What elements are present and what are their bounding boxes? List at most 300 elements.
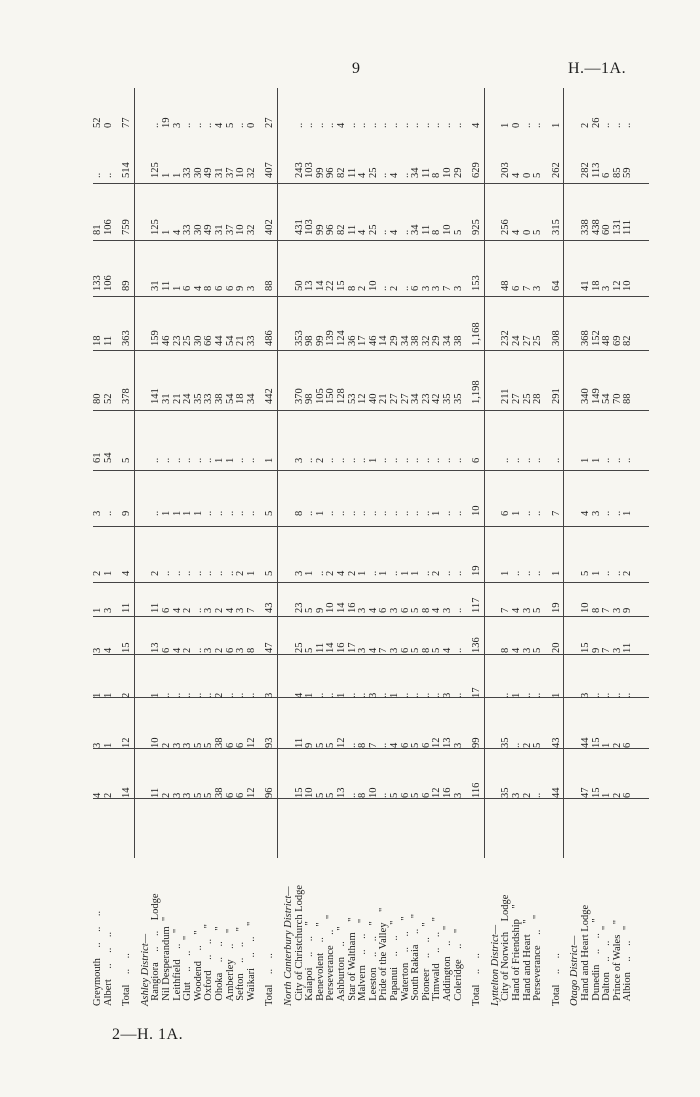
table-cell: .. <box>601 122 613 128</box>
table-cell: 4 <box>511 229 522 235</box>
district-heading: Lyttelton District— <box>489 924 501 1006</box>
table-cell: 12 <box>431 737 443 748</box>
table-cell: 6 <box>420 742 432 748</box>
table-cell: 407 <box>264 162 276 178</box>
table-cell: .. <box>399 285 411 291</box>
table-cell: 14 <box>325 642 337 653</box>
table-cell: .. <box>420 122 432 128</box>
table-cell: 8 <box>245 647 257 653</box>
table-cell: 368 <box>580 330 591 346</box>
table-cell: 1 <box>601 792 613 798</box>
table-cell: 41 <box>580 280 591 291</box>
page-number: 9 <box>352 60 360 77</box>
table-cell: 32 <box>245 167 257 178</box>
table-cell: 12 <box>357 393 369 404</box>
table-cell: 159 <box>150 330 162 346</box>
table-cell: 89 <box>121 280 133 291</box>
table-cell: 4 <box>580 510 591 516</box>
table-cell: 11 <box>346 167 358 178</box>
table-cell: .. <box>192 607 204 613</box>
table-cell: 2 <box>521 792 533 798</box>
table-cell: 10 <box>235 167 247 178</box>
table-cell: 29 <box>389 335 400 346</box>
table-cell: 3 <box>92 510 103 516</box>
table-cell: .. <box>452 570 464 576</box>
table-cell: 0 <box>521 172 533 178</box>
table-cell: 4 <box>511 607 522 613</box>
table-cell: .. <box>399 510 411 516</box>
table-cell: 9 <box>622 607 634 613</box>
table-cell: 149 <box>590 388 602 404</box>
table-cell: 2 <box>92 570 103 576</box>
total-rule <box>484 88 485 858</box>
table-cell: 48 <box>601 335 613 346</box>
table-cell: 15 <box>590 737 602 748</box>
column-rule <box>93 410 649 411</box>
table-cell: 4 <box>293 692 305 698</box>
table-cell: 7 <box>378 647 390 653</box>
table-cell: 88 <box>264 280 276 291</box>
lodge-label: Ohoka .. .. " <box>214 926 225 1006</box>
table-cell: 2 <box>611 742 623 748</box>
table-cell: 8 <box>431 229 443 235</box>
table-cell: 11 <box>622 642 634 653</box>
table-cell: 1 <box>304 692 316 698</box>
table-cell: 9 <box>304 742 316 748</box>
total-rule <box>277 88 278 858</box>
table-cell: 6 <box>500 510 512 516</box>
table-cell: .. <box>203 510 215 516</box>
table-cell: 3 <box>532 285 544 291</box>
table-cell: .. <box>378 172 390 178</box>
table-cell: 5 <box>532 742 544 748</box>
table-cell: 4 <box>224 607 236 613</box>
table-cell: .. <box>336 510 347 516</box>
table-cell: 3 <box>293 570 305 576</box>
column-rule <box>93 654 649 655</box>
lodge-label: Nil Desperandum " <box>161 916 172 1006</box>
table-cell: 125 <box>150 219 162 235</box>
table-cell: 25 <box>521 393 533 404</box>
table-cell: 15 <box>580 642 591 653</box>
table-cell: 16 <box>336 642 347 653</box>
table-cell: 1 <box>161 510 172 516</box>
table-cell: 93 <box>264 737 276 748</box>
table-cell: .. <box>293 122 305 128</box>
table-cell: 34 <box>410 224 422 235</box>
table-cell: 4 <box>471 122 483 128</box>
table-cell: 21 <box>171 393 183 404</box>
table-cell: 5 <box>304 607 316 613</box>
table-cell: 37 <box>224 167 236 178</box>
table-cell: 13 <box>336 787 347 798</box>
lodge-label: Dalton .. .. " <box>601 925 613 1006</box>
table-cell: 6 <box>161 607 172 613</box>
table-cell: .. <box>224 692 236 698</box>
table-cell: 9 <box>590 647 602 653</box>
table-cell: 6 <box>399 792 411 798</box>
table-cell: 1 <box>550 122 562 128</box>
table-cell: 7 <box>500 607 512 613</box>
table-cell: 36 <box>346 335 358 346</box>
table-cell: 3 <box>235 607 247 613</box>
table-cell: .. <box>171 692 183 698</box>
lodge-label: Pride of the Valley " <box>378 907 390 1006</box>
table-cell: .. <box>511 742 522 748</box>
table-cell: 44 <box>550 787 562 798</box>
table-cell: 3 <box>511 792 522 798</box>
table-cell: 431 <box>293 219 305 235</box>
table-cell: 6 <box>410 285 422 291</box>
table-cell: 3 <box>521 647 533 653</box>
table-cell: 14 <box>378 335 390 346</box>
table-cell: 10 <box>367 280 379 291</box>
lodge-label: City of Christchurch Lodge <box>293 884 305 1006</box>
table-cell: 77 <box>121 117 133 128</box>
table-cell: 5 <box>264 570 276 576</box>
table-cell: .. <box>601 692 613 698</box>
table-cell: 0 <box>511 122 522 128</box>
table-cell: 52 <box>92 117 103 128</box>
table-cell: 2 <box>102 792 114 798</box>
table-cell: 43 <box>264 602 276 613</box>
table-cell: .. <box>521 570 533 576</box>
table-cell: 31 <box>150 280 162 291</box>
table-cell: 5 <box>580 570 591 576</box>
table-cell: 32 <box>420 335 432 346</box>
table-cell: 15 <box>293 787 305 798</box>
table-cell: 1 <box>214 457 225 463</box>
table-cell: .. <box>314 692 326 698</box>
table-cell: 2 <box>357 285 369 291</box>
table-cell: .. <box>622 457 634 463</box>
table-cell: 2 <box>611 792 623 798</box>
table-cell: 6 <box>161 647 172 653</box>
table-cell: .. <box>357 122 369 128</box>
table-cell: 131 <box>611 219 623 235</box>
table-cell: 5 <box>410 647 422 653</box>
lodge-label: Albert .. .. .. <box>102 931 114 1006</box>
table-cell: 80 <box>92 393 103 404</box>
table-cell: 1 <box>304 570 316 576</box>
table-cell: .. <box>452 607 464 613</box>
table-cell: 5 <box>389 792 400 798</box>
table-cell: .. <box>532 510 544 516</box>
table-cell: 4 <box>431 607 443 613</box>
table-cell: 9 <box>314 607 326 613</box>
table-cell: 3 <box>102 607 114 613</box>
table-cell: 7 <box>601 607 613 613</box>
table-cell: 34 <box>442 335 453 346</box>
table-cell: .. <box>521 122 533 128</box>
table-cell: 11 <box>346 224 358 235</box>
table-cell: 8 <box>293 510 305 516</box>
table-cell: 2 <box>431 570 443 576</box>
table-cell: 5 <box>532 172 544 178</box>
table-cell: 8 <box>590 607 602 613</box>
table-cell: 5 <box>224 122 236 128</box>
table-cell: .. <box>203 692 215 698</box>
table-cell: .. <box>325 692 337 698</box>
table-cell: .. <box>601 510 613 516</box>
table-cell: 514 <box>121 162 133 178</box>
column-rule <box>93 183 649 184</box>
table-cell: .. <box>442 570 453 576</box>
table-cell: .. <box>235 510 247 516</box>
table-cell: 13 <box>442 737 453 748</box>
table-cell: 35 <box>452 393 464 404</box>
table-cell: 5 <box>410 792 422 798</box>
table-cell: .. <box>500 692 512 698</box>
table-cell: 61 <box>92 452 103 463</box>
table-cell: 0 <box>102 122 114 128</box>
table-cell: 243 <box>293 162 305 178</box>
table-cell: .. <box>314 122 326 128</box>
lodge-label: Benevolent .. " <box>314 922 326 1006</box>
table-cell: .. <box>399 457 411 463</box>
table-cell: 3 <box>601 285 613 291</box>
table-cell: 15 <box>590 787 602 798</box>
table-cell: 6 <box>420 792 432 798</box>
table-cell: 29 <box>452 167 464 178</box>
table-cell: .. <box>511 570 522 576</box>
table-cell: 7 <box>442 285 453 291</box>
table-cell: 6 <box>622 742 634 748</box>
table-cell: 24 <box>511 335 522 346</box>
table-cell: 4 <box>171 647 183 653</box>
table-cell: 139 <box>325 330 337 346</box>
lodge-label: Waterton .. .. " <box>399 916 411 1006</box>
column-rule <box>93 240 649 241</box>
table-cell: 340 <box>580 388 591 404</box>
table-cell: .. <box>442 122 453 128</box>
table-cell: 2 <box>161 742 172 748</box>
table-cell: .. <box>367 570 379 576</box>
table-cell: 11 <box>150 787 162 798</box>
table-cell: 99 <box>314 167 326 178</box>
table-cell: 125 <box>150 162 162 178</box>
table-cell: 81 <box>92 224 103 235</box>
table-cell: 6 <box>511 285 522 291</box>
table-cell: 2 <box>214 607 225 613</box>
table-cell: 14 <box>121 787 133 798</box>
table-cell: 1,198 <box>471 380 483 404</box>
table-cell: 2 <box>580 122 591 128</box>
table-cell: 106 <box>102 275 114 291</box>
table-cell: .. <box>214 510 225 516</box>
table-cell: 43 <box>550 737 562 748</box>
table-cell: .. <box>590 692 602 698</box>
table-cell: 0 <box>245 122 257 128</box>
table-cell: 52 <box>102 393 114 404</box>
table-cell: 4 <box>367 607 379 613</box>
table-cell: .. <box>410 122 422 128</box>
table-cell: 59 <box>622 167 634 178</box>
table-cell: 370 <box>293 388 305 404</box>
table-cell: 12 <box>121 737 133 748</box>
table-cell: .. <box>622 692 634 698</box>
table-cell: 8 <box>431 172 443 178</box>
lodge-label: Addington .. " <box>442 925 453 1006</box>
total-row-label: Total .. .. <box>121 953 133 1006</box>
column-rule <box>93 748 649 749</box>
table-cell: 5 <box>203 792 215 798</box>
column-rule <box>93 526 649 527</box>
table-cell: 16 <box>442 787 453 798</box>
table-cell: 1 <box>410 570 422 576</box>
lodge-label: Hand and Heart Lodge <box>580 904 591 1006</box>
table-cell: 203 <box>500 162 512 178</box>
table-cell: .. <box>346 692 358 698</box>
table-cell: 82 <box>336 167 347 178</box>
table-cell: 6 <box>224 792 236 798</box>
table-cell: .. <box>102 510 114 516</box>
table-cell: 106 <box>102 219 114 235</box>
table-cell: 17 <box>346 642 358 653</box>
table-cell: 5 <box>410 742 422 748</box>
table-cell: 8 <box>203 285 215 291</box>
table-cell: 2 <box>182 607 194 613</box>
table-cell: 28 <box>532 393 544 404</box>
table-cell: .. <box>192 570 204 576</box>
table-cell: 2 <box>314 457 326 463</box>
table-cell: 6 <box>235 742 247 748</box>
table-cell: 4 <box>121 570 133 576</box>
table-cell: .. <box>224 510 236 516</box>
table-cell: 5 <box>410 607 422 613</box>
lodge-label: Ashburton .. " <box>336 926 347 1006</box>
table-cell: 1 <box>367 457 379 463</box>
table-cell: 5 <box>532 229 544 235</box>
table-cell: .. <box>389 122 400 128</box>
table-cell: 11 <box>314 642 326 653</box>
table-cell: 291 <box>550 388 562 404</box>
table-cell: .. <box>442 457 453 463</box>
table-cell: .. <box>192 122 204 128</box>
table-cell: 47 <box>264 642 276 653</box>
table-cell: 12 <box>336 737 347 748</box>
table-cell: .. <box>150 510 162 516</box>
table-cell: 27 <box>399 393 411 404</box>
table-cell: 4 <box>442 647 453 653</box>
table-cell: 136 <box>471 637 483 653</box>
table-cell: 2 <box>150 570 162 576</box>
table-cell: 99 <box>314 224 326 235</box>
table-cell: .. <box>245 510 257 516</box>
table-cell: 5 <box>532 647 544 653</box>
table-cell: 31 <box>214 224 225 235</box>
table-cell: 30 <box>192 167 204 178</box>
page-reference: H.—1A. <box>568 60 627 77</box>
table-cell: 3 <box>389 607 400 613</box>
table-cell: .. <box>357 457 369 463</box>
table-cell: .. <box>92 172 103 178</box>
table-cell: .. <box>214 570 225 576</box>
table-cell: 17 <box>357 335 369 346</box>
table-cell: 11 <box>121 602 133 613</box>
table-cell: 117 <box>471 597 483 613</box>
table-cell: 486 <box>264 330 276 346</box>
table-cell: 7 <box>367 742 379 748</box>
column-rule <box>93 616 649 617</box>
table-cell: 25 <box>367 224 379 235</box>
table-cell: .. <box>192 647 204 653</box>
table-cell: 3 <box>171 792 183 798</box>
table-cell: 1 <box>590 457 602 463</box>
table-cell: 7 <box>245 607 257 613</box>
table-cell: 1 <box>192 510 204 516</box>
table-cell: 27 <box>264 117 276 128</box>
table-cell: 22 <box>325 280 337 291</box>
table-cell: 35 <box>442 393 453 404</box>
table-cell: 20 <box>550 642 562 653</box>
table-cell: .. <box>399 122 411 128</box>
table-cell: .. <box>521 457 533 463</box>
table-cell: 5 <box>314 742 326 748</box>
table-cell: 2 <box>182 647 194 653</box>
table-cell: 4 <box>357 229 369 235</box>
table-cell: 3 <box>521 607 533 613</box>
table-cell: .. <box>442 510 453 516</box>
table-cell: .. <box>611 692 623 698</box>
table-cell: 14 <box>336 602 347 613</box>
table-cell: .. <box>611 122 623 128</box>
table-cell: 1 <box>550 692 562 698</box>
column-rule <box>93 296 649 297</box>
lodge-label: Perseverance .. " <box>532 914 544 1006</box>
table-cell: 49 <box>203 224 215 235</box>
table-cell: 629 <box>471 162 483 178</box>
table-cell: 42 <box>431 393 443 404</box>
table-cell: 1 <box>389 692 400 698</box>
table-cell: 24 <box>182 393 194 404</box>
table-cell: .. <box>378 692 390 698</box>
table-cell: 128 <box>336 388 347 404</box>
table-cell: 6 <box>214 285 225 291</box>
table-cell: .. <box>203 570 215 576</box>
table-cell: 3 <box>182 742 194 748</box>
table-cell: 2 <box>622 570 634 576</box>
table-cell: 60 <box>601 224 613 235</box>
table-cell: 23 <box>171 335 183 346</box>
table-cell: 10 <box>325 602 337 613</box>
table-cell: .. <box>622 122 634 128</box>
table-cell: .. <box>611 570 623 576</box>
table-cell: 4 <box>389 742 400 748</box>
table-cell: 46 <box>161 335 172 346</box>
table-cell: .. <box>304 122 316 128</box>
table-cell: 1 <box>182 510 194 516</box>
table-cell: .. <box>150 457 162 463</box>
table-cell: .. <box>399 172 411 178</box>
table-cell: .. <box>192 457 204 463</box>
lodge-label: Prince of Wales " <box>611 919 623 1006</box>
table-cell: .. <box>203 457 215 463</box>
table-cell: 6 <box>399 607 411 613</box>
table-cell: 7 <box>550 510 562 516</box>
table-cell: .. <box>389 510 400 516</box>
lodge-label: Dunedin .. .. " <box>590 918 602 1006</box>
table-cell: .. <box>182 570 194 576</box>
table-cell: 113 <box>590 162 602 178</box>
table-cell: 1 <box>245 570 257 576</box>
lodge-label: Glut .. .. " <box>182 935 194 1006</box>
table-cell: 11 <box>420 167 432 178</box>
table-cell: .. <box>182 692 194 698</box>
table-cell: 40 <box>367 393 379 404</box>
table-cell: 82 <box>336 224 347 235</box>
table-cell: 99 <box>471 737 483 748</box>
